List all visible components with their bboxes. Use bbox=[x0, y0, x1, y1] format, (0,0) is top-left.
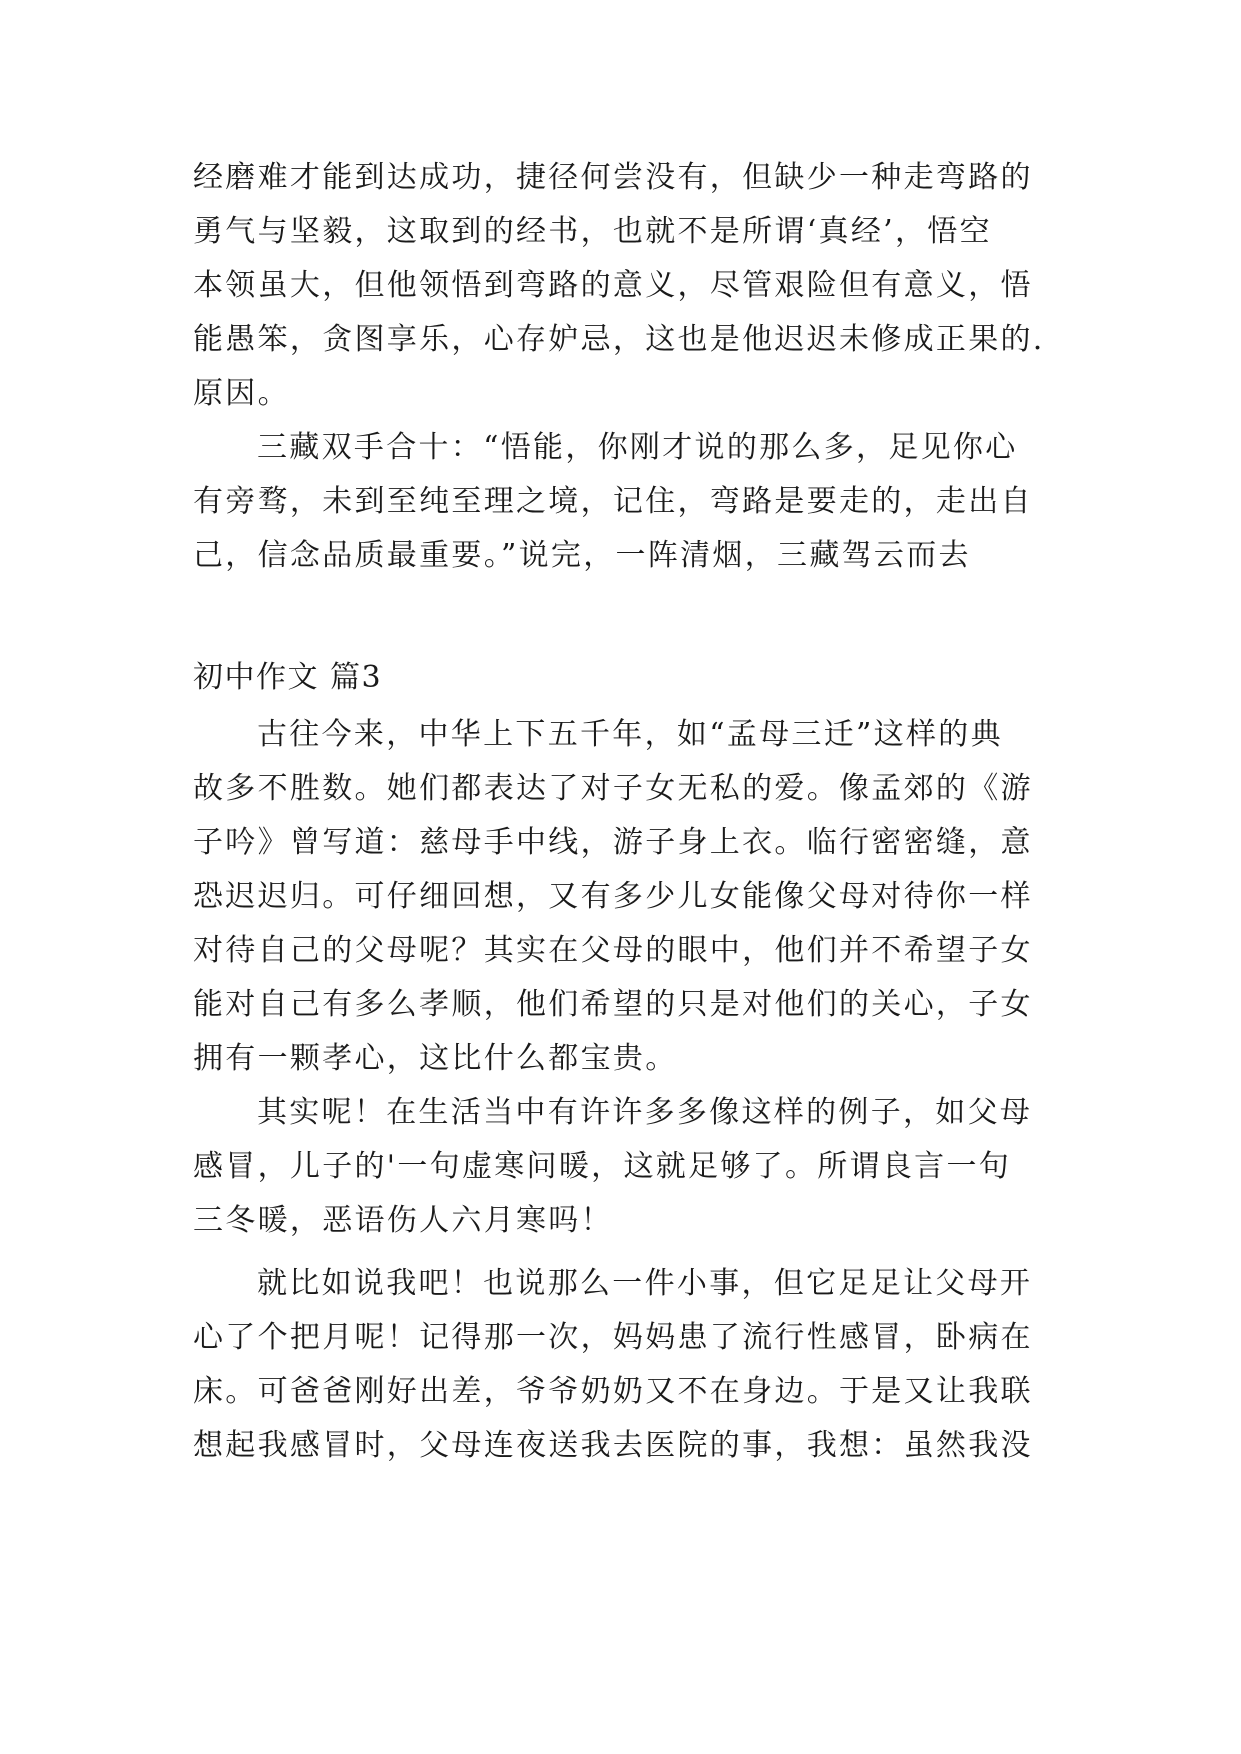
text-line: 经磨难才能到达成功，捷径何尝没有，但缺少一种走弯路的 bbox=[193, 160, 1033, 195]
text-line: 有旁骛，未到至纯至理之境，记住，弯路是要走的，走出自 bbox=[193, 484, 1033, 519]
text-line: 床。可爸爸刚好出差，爷爷奶奶又不在身边。于是又让我联 bbox=[193, 1374, 1033, 1409]
text-line: 能愚笨，贪图享乐，心存妒忌，这也是他迟迟未修成正果的. bbox=[193, 322, 1045, 357]
text-line: 想起我感冒时，父母连夜送我去医院的事，我想：虽然我没 bbox=[193, 1428, 1033, 1463]
text-line: 拥有一颗孝心，这比什么都宝贵。 bbox=[193, 1041, 678, 1076]
text-line: 就比如说我吧！也说那么一件小事，但它足足让父母开 bbox=[257, 1266, 1033, 1301]
text-line: 原因。 bbox=[193, 376, 290, 411]
text-line: 己，信念品质最重要。”说完，一阵清烟，三藏驾云而去 bbox=[193, 538, 971, 573]
text-line: 本领虽大，但他领悟到弯路的意义，尽管艰险但有意义，悟 bbox=[193, 268, 1033, 303]
text-line: 恐迟迟归。可仔细回想，又有多少儿女能像父母对待你一样 bbox=[193, 879, 1033, 914]
section-title: 初中作文 篇3 bbox=[193, 660, 383, 695]
text-line: 对待自己的父母呢？其实在父母的眼中，他们并不希望子女 bbox=[193, 933, 1033, 968]
text-line: 感冒，儿子的'一句虚寒问暖，这就足够了。所谓良言一句 bbox=[193, 1149, 1012, 1184]
text-line: 三冬暖，恶语伤人六月寒吗！ bbox=[193, 1203, 613, 1238]
text-line: 故多不胜数。她们都表达了对子女无私的爱。像孟郊的《游 bbox=[193, 771, 1033, 806]
text-line: 古往今来，中华上下五千年，如“孟母三迁”这样的典 bbox=[257, 717, 1003, 752]
text-line: 勇气与坚毅，这取到的经书，也就不是所谓‘真经’，悟空 bbox=[193, 214, 992, 249]
text-line: 能对自己有多么孝顺，他们希望的只是对他们的关心，子女 bbox=[193, 987, 1033, 1022]
text-line: 三藏双手合十：“悟能，你刚才说的那么多，足见你心 bbox=[257, 430, 1018, 465]
text-line: 心了个把月呢！记得那一次，妈妈患了流行性感冒，卧病在 bbox=[193, 1320, 1033, 1355]
text-line: 子吟》曾写道：慈母手中线，游子身上衣。临行密密缝，意 bbox=[193, 825, 1033, 860]
text-line: 其实呢！在生活当中有许许多多像这样的例子，如父母 bbox=[257, 1095, 1033, 1130]
